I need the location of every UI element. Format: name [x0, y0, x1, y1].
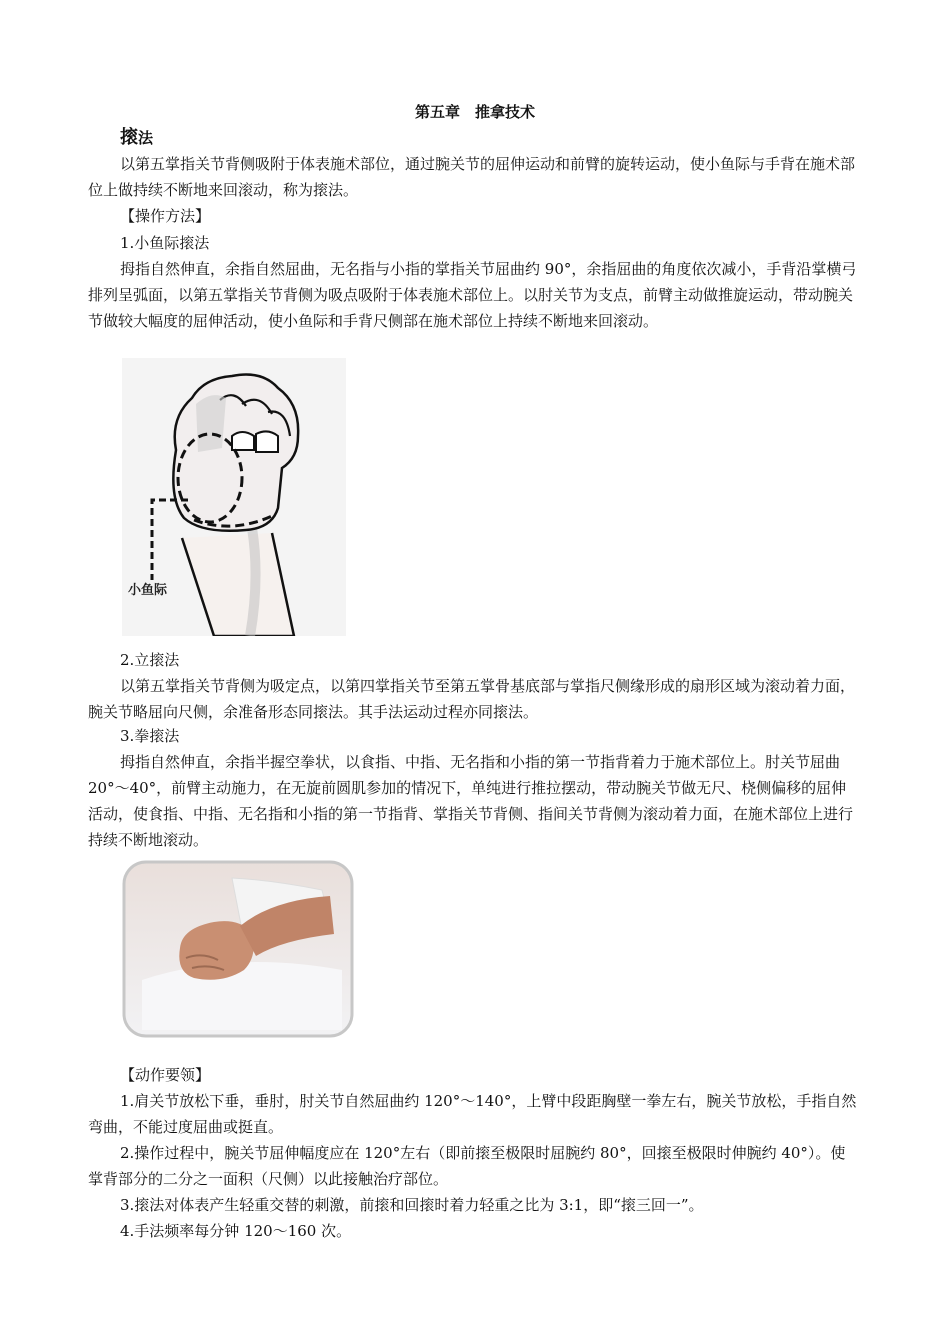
method3-heading: 3.拳㨰法 — [120, 727, 180, 745]
key-point-4: 4.手法频率每分钟 120～160 次。 — [120, 1222, 352, 1240]
chapter-title: 第五章 推拿技术 — [414, 103, 535, 121]
method2-text: 以第五掌指关节背侧为吸定点，以第四掌指关节至第五掌骨基底部与掌指尺侧缘形成的扇形区域为滚动着力面，腕关节略屈向尺侧，余准备形态同㨰法。其手法运动过程亦同㨰法。 — [88, 677, 856, 721]
method1-heading: 1.小鱼际㨰法 — [120, 234, 210, 252]
method1-text: 拇指自然伸直，余指自然屈曲，无名指与小指的掌指关节屈曲约 90°，余指屈曲的角度依次减小，手背沿掌横弓排列呈弧面，以第五掌指关节背侧为吸点吸附于体表施术部位上。以肘关节为支点，前臂主动做推旋运动，带动腕关节做较大幅度的屈伸活动，使小鱼际和手背尺侧部在施术部位上持续不断地来回滚动。 — [88, 260, 857, 330]
section-heading — [120, 123, 153, 149]
key-point-3: 3.㨰法对体表产生轻重交替的刺激，前㨰和回㨰时着力轻重之比为 3:1，即“㨰三回一”。 — [120, 1196, 704, 1214]
section-heading-rest: 法 — [138, 129, 154, 147]
key-point-1: 1.肩关节放松下垂，垂肘，肘关节自然屈曲约 120°～140°，上臂中段距胸壁一拳左右，腕关节放松，手指自然弯曲，不能过度屈曲或挺直。 — [88, 1092, 857, 1136]
fist-photo — [122, 860, 354, 1038]
hand-illustration — [122, 358, 346, 636]
key-point-2: 2.操作过程中，腕关节屈伸幅度应在 120°左右（即前㨰至极限时屈腕约 80°，回㨰至极限时伸腕约 40°）。使掌背部分的二分之一面积（尺侧）以此接触治疗部位。 — [88, 1144, 846, 1188]
hand-illustration-figure — [122, 358, 346, 636]
section-heading-char: 㨰 — [120, 127, 138, 148]
key-heading: 【动作要领】 — [120, 1066, 211, 1084]
fist-rolling-photo — [122, 860, 354, 1038]
intro-paragraph: 以第五掌指关节背侧吸附于体表施术部位，通过腕关节的屈伸运动和前臂的旋转运动，使小鱼际与手背在施术部位上做持续不断地来回滚动，称为㨰法。 — [88, 155, 856, 199]
method2-heading: 2.立㨰法 — [120, 651, 180, 669]
fig1-label: 小鱼际 — [128, 583, 168, 598]
method3-text: 拇指自然伸直，余指半握空拳状，以食指、中指、无名指和小指的第一节指背着力于施术部位上。肘关节屈曲 20°～40°，前臂主动施力，在无旋前圆肌参加的情况下，单纯进行推拉摆动，带动腕关节做无尺、桡侧偏移的屈伸活动，使食指、中指、无名指和小指的第一节指背、掌指关节背侧、指间关节背侧为滚动着力面，在施术部位上进行持续不断地滚动。 — [88, 753, 854, 849]
method-heading: 【操作方法】 — [120, 207, 211, 225]
